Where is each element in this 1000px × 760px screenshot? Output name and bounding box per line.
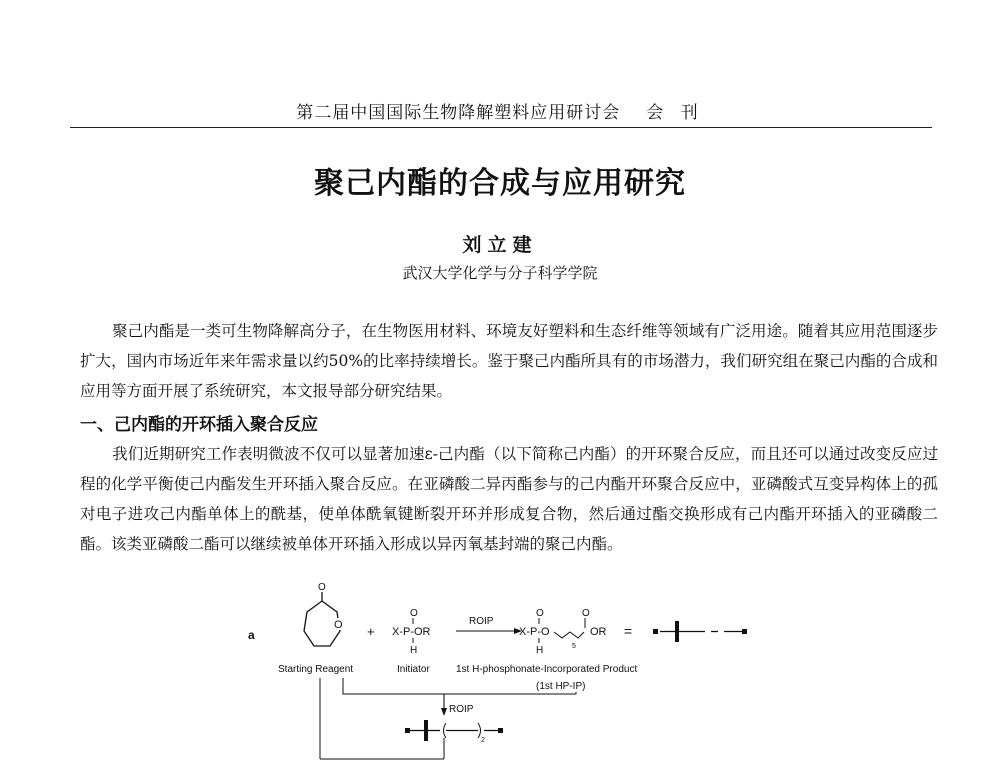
repeat-subscript: 2 [481, 737, 485, 744]
product-abbr-label: (1st HP-IP) [536, 681, 586, 692]
arrow2-label: ROIP [449, 704, 474, 715]
paper-title: 聚己内酯的合成与应用研究 [314, 166, 686, 201]
symbol-dot-right [742, 629, 747, 634]
repeat-close-paren [478, 723, 481, 738]
header-rule [70, 127, 932, 128]
product-carbonyl-oxygen: O [582, 608, 590, 619]
repeat-symbol-bar [424, 720, 428, 741]
author-affiliation: 武汉大学化学与分子科学学院 [402, 264, 598, 282]
section-heading-1: 一、己内酯的开环插入聚合反应 [80, 415, 318, 434]
arrow1-label: ROIP [469, 616, 494, 627]
plus-sign: + [367, 624, 375, 639]
intro-paragraph-text: 聚己内酯是一类可生物降解高分子，在生物医用材料、环境友好塑料和生态纤维等领域有广泛用途。随着其应用范围逐步扩大，国内市场近年来年需求量以约50%的比率持续增长。鉴于聚己内酯所具有的市场潜力，我们研究组在聚己内酯的合成和应用等方面开展了系统研究，本文报导部分研究结果。 [80, 322, 938, 400]
phosphite-P-oxygen: O [410, 608, 418, 619]
carbonyl-oxygen: O [318, 582, 326, 593]
product-chain [554, 632, 584, 638]
chain-subscript: 5 [572, 643, 576, 650]
symbol-bar [675, 621, 679, 642]
intro-paragraph [80, 316, 938, 406]
scheme-panel-label: a [248, 628, 255, 642]
starting-reagent-label: Starting Reagent [278, 664, 354, 675]
product-formula: X-P-O [519, 626, 550, 638]
ring-oxygen: O [334, 619, 343, 631]
product-hydrogen: H [536, 645, 544, 656]
phosphite-formula: X-P-OR [392, 626, 431, 638]
product-OR: OR [590, 626, 607, 638]
phosphite-hydrogen: H [410, 645, 418, 656]
section1-paragraph [80, 439, 938, 559]
running-header [70, 98, 930, 123]
conference-name: 第二届中国国际生物降解塑料应用研讨会 [296, 103, 621, 123]
author-name: 刘立建 [462, 234, 538, 256]
equals-sign: = [624, 623, 633, 639]
section1-paragraph-text: 我们近期研究工作表明微波不仅可以显著加速ε-己内酯（以下简称己内酯）的开环聚合反应，而且还可以通过改变反应过程的化学平衡使己内酯发生开环插入聚合反应。在亚磷酸二异丙酯参与的己内酯开环聚合反应中，亚磷酸式互变异构体上的孤对电子进攻己内酯单体上的酰基，使单体酰氧键断裂开环并形成复合物，然后通过酯交换形成有己内酯开环插入的亚磷酸二酯。该类亚磷酸二酯可以继续被单体开环插入形成以异丙氧基封端的聚己内酯。 [80, 445, 938, 553]
repeat-open-paren [444, 723, 447, 738]
symbol-dot-left [653, 629, 658, 634]
product-name-label: 1st H-phosphonate-Incorporated Product [456, 664, 638, 675]
reaction-scheme [230, 582, 810, 760]
initiator-label: Initiator [397, 664, 430, 675]
issue-label: 会 刊 [646, 103, 704, 123]
product-P-oxygen: O [536, 608, 544, 619]
